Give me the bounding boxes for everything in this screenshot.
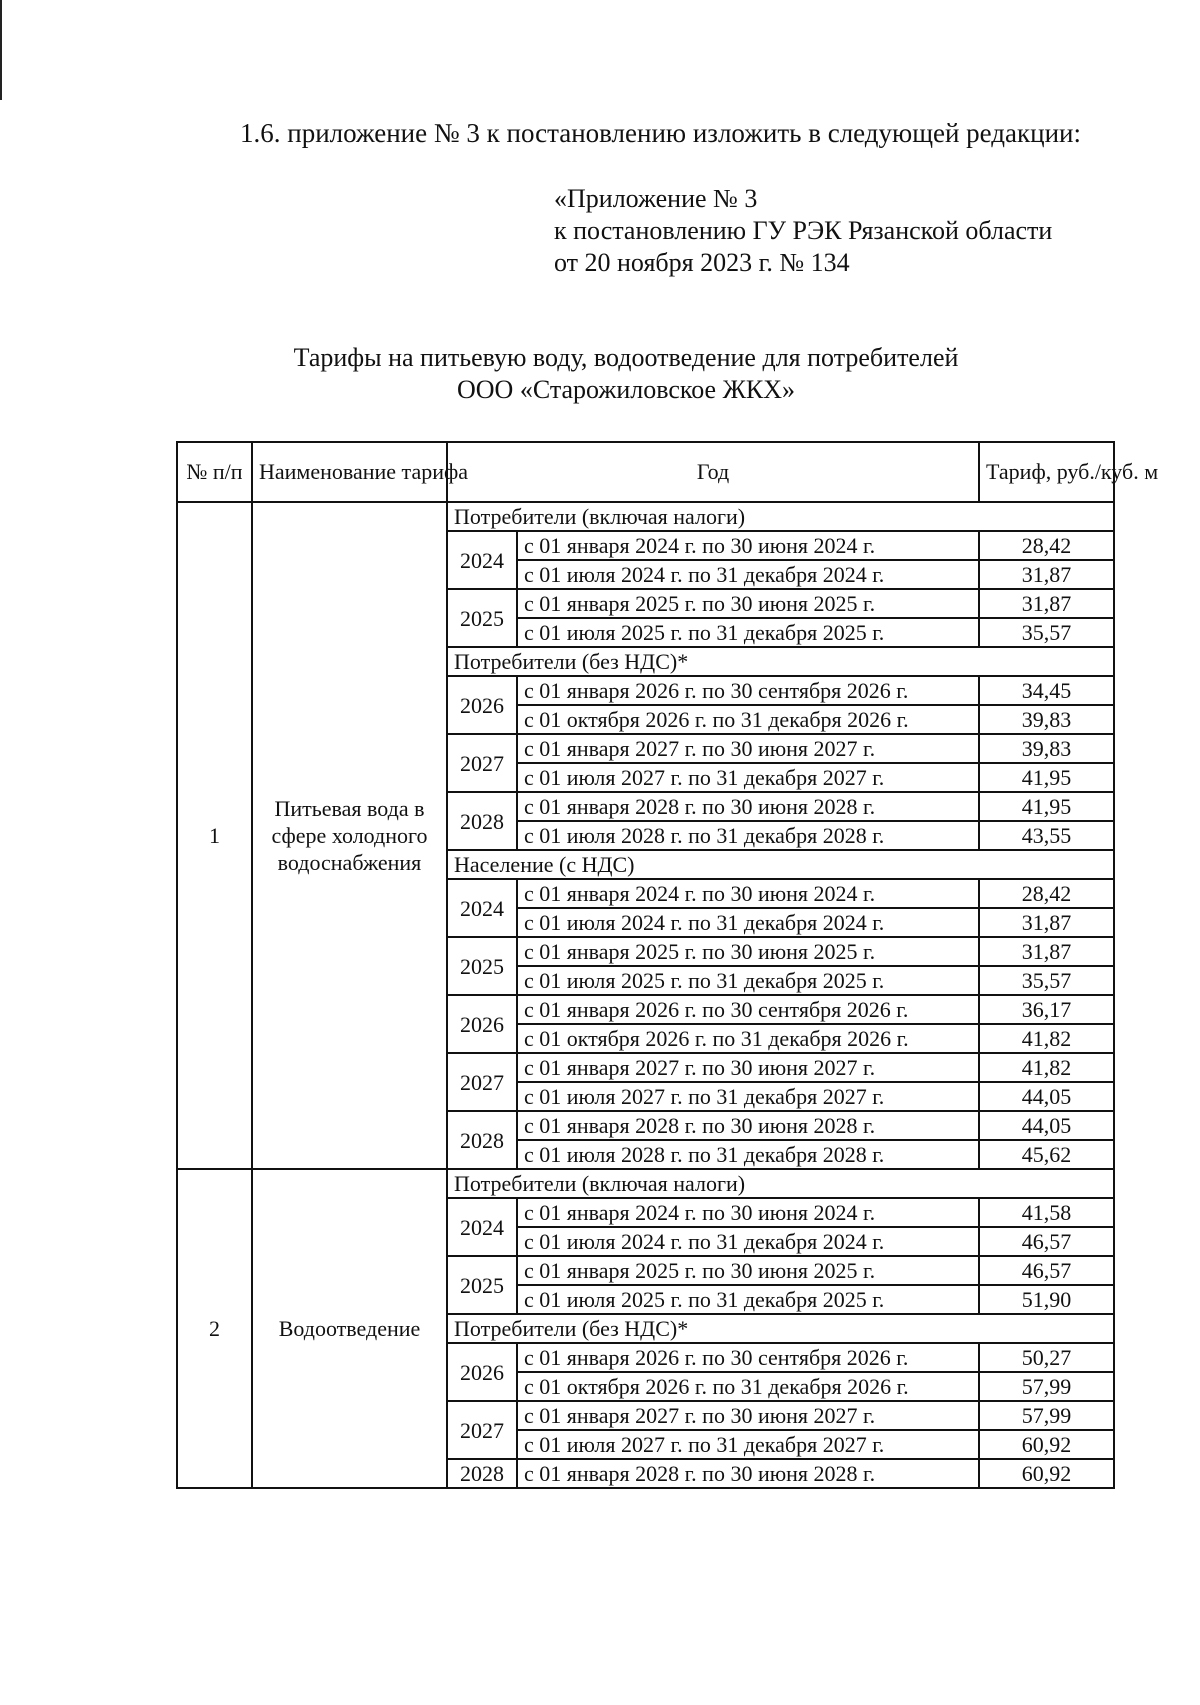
period-cell: с 01 июля 2024 г. по 31 декабря 2024 г. <box>517 908 979 937</box>
tariff-value-cell: 60,92 <box>979 1459 1114 1488</box>
year-cell: 2025 <box>447 1256 517 1314</box>
tariff-name: Питьевая вода в сфере холодного водоснабжения <box>252 502 447 1169</box>
period-cell: с 01 июля 2025 г. по 31 декабря 2025 г. <box>517 1285 979 1314</box>
period-cell: с 01 июля 2025 г. по 31 декабря 2025 г. <box>517 966 979 995</box>
period-cell: с 01 января 2027 г. по 30 июня 2027 г. <box>517 1053 979 1082</box>
header-name: Наименование тарифа <box>252 442 447 502</box>
year-cell: 2025 <box>447 937 517 995</box>
period-cell: с 01 июля 2024 г. по 31 декабря 2024 г. <box>517 1227 979 1256</box>
tariff-value-cell: 51,90 <box>979 1285 1114 1314</box>
year-cell: 2025 <box>447 589 517 647</box>
group-row <box>177 1169 1114 1198</box>
period-cell: с 01 октября 2026 г. по 31 декабря 2026 г. <box>517 1372 979 1401</box>
year-cell: 2027 <box>447 1053 517 1111</box>
appendix-line-1: «Приложение № 3 <box>554 184 758 213</box>
tariff-number: 2 <box>177 1169 252 1488</box>
period-cell: с 01 января 2024 г. по 30 июня 2024 г. <box>517 1198 979 1227</box>
year-cell: 2026 <box>447 676 517 734</box>
tariff-value-cell: 31,87 <box>979 560 1114 589</box>
period-cell: с 01 июля 2027 г. по 31 декабря 2027 г. <box>517 1082 979 1111</box>
tariff-value-cell: 31,87 <box>979 589 1114 618</box>
document-title <box>176 342 1076 406</box>
year-cell: 2027 <box>447 734 517 792</box>
year-cell: 2027 <box>447 1401 517 1459</box>
period-cell: с 01 января 2025 г. по 30 июня 2025 г. <box>517 589 979 618</box>
tariff-value-cell: 44,05 <box>979 1082 1114 1111</box>
tariff-value-cell: 41,82 <box>979 1053 1114 1082</box>
period-cell: с 01 января 2028 г. по 30 июня 2028 г. <box>517 1111 979 1140</box>
tariff-value-cell: 34,45 <box>979 676 1114 705</box>
tariff-value-cell: 39,83 <box>979 705 1114 734</box>
period-cell: с 01 июля 2025 г. по 31 декабря 2025 г. <box>517 618 979 647</box>
period-cell: с 01 июля 2024 г. по 31 декабря 2024 г. <box>517 560 979 589</box>
consumer-group-label: Потребители (без НДС)* <box>447 1314 1114 1343</box>
period-cell: с 01 января 2028 г. по 30 июня 2028 г. <box>517 792 979 821</box>
period-cell: с 01 января 2026 г. по 30 сентября 2026 г. <box>517 1343 979 1372</box>
period-cell: с 01 января 2026 г. по 30 сентября 2026 г. <box>517 676 979 705</box>
period-cell: с 01 июля 2028 г. по 31 декабря 2028 г. <box>517 821 979 850</box>
year-cell: 2024 <box>447 1198 517 1256</box>
scan-edge-mark <box>0 0 2 100</box>
tariff-value-cell: 50,27 <box>979 1343 1114 1372</box>
tariff-value-cell: 41,82 <box>979 1024 1114 1053</box>
period-cell: с 01 июля 2027 г. по 31 декабря 2027 г. <box>517 763 979 792</box>
year-cell: 2028 <box>447 792 517 850</box>
tariff-value-cell: 46,57 <box>979 1227 1114 1256</box>
period-cell: с 01 января 2025 г. по 30 июня 2025 г. <box>517 1256 979 1285</box>
period-cell: с 01 января 2026 г. по 30 сентября 2026 г. <box>517 995 979 1024</box>
header-year: Год <box>447 442 979 502</box>
period-cell: с 01 октября 2026 г. по 31 декабря 2026 г. <box>517 1024 979 1053</box>
title-line-2: ООО «Старожиловское ЖКХ» <box>457 375 795 404</box>
table-header-row <box>177 442 1114 502</box>
period-cell: с 01 июля 2027 г. по 31 декабря 2027 г. <box>517 1430 979 1459</box>
tariff-table <box>176 441 1159 1489</box>
year-cell: 2028 <box>447 1459 517 1488</box>
consumer-group-label: Потребители (без НДС)* <box>447 647 1114 676</box>
consumer-group-label: Население (с НДС) <box>447 850 1114 879</box>
tariff-table-body <box>177 502 1114 1488</box>
tariff-number: 1 <box>177 502 252 1169</box>
tariff-value-cell: 35,57 <box>979 618 1114 647</box>
header-num: № п/п <box>177 442 252 502</box>
period-cell: с 01 октября 2026 г. по 31 декабря 2026 г. <box>517 705 979 734</box>
year-cell: 2028 <box>447 1111 517 1169</box>
tariff-value-cell: 43,55 <box>979 821 1114 850</box>
year-cell: 2026 <box>447 1343 517 1401</box>
tariff-value-cell: 31,87 <box>979 937 1114 966</box>
consumer-group-label: Потребители (включая налоги) <box>447 1169 1114 1198</box>
tariff-value-cell: 57,99 <box>979 1372 1114 1401</box>
group-row <box>177 502 1114 531</box>
period-cell: с 01 января 2025 г. по 30 июня 2025 г. <box>517 937 979 966</box>
appendix-line-2: к постановлению ГУ РЭК Рязанской области <box>554 216 1053 245</box>
period-cell: с 01 января 2028 г. по 30 июня 2028 г. <box>517 1459 979 1488</box>
tariff-value-cell: 45,62 <box>979 1140 1114 1169</box>
period-cell: с 01 января 2024 г. по 30 июня 2024 г. <box>517 531 979 560</box>
period-cell: с 01 января 2024 г. по 30 июня 2024 г. <box>517 879 979 908</box>
appendix-reference <box>554 183 1052 279</box>
tariff-value-cell: 39,83 <box>979 734 1114 763</box>
year-cell: 2024 <box>447 531 517 589</box>
tariff-name: Водоотведение <box>252 1169 447 1488</box>
tariff-value-cell: 44,05 <box>979 1111 1114 1140</box>
tariff-value-cell: 57,99 <box>979 1401 1114 1430</box>
title-line-1: Тарифы на питьевую воду, водоотведение для потребителей <box>293 343 959 372</box>
period-cell: с 01 января 2027 г. по 30 июня 2027 г. <box>517 734 979 763</box>
tariff-value-cell: 28,42 <box>979 879 1114 908</box>
tariff-value-cell: 31,87 <box>979 908 1114 937</box>
intro-paragraph: 1.6. приложение № 3 к постановлению изложить в следующей редакции: <box>240 118 1081 148</box>
tariff-value-cell: 60,92 <box>979 1430 1114 1459</box>
tariff-value-cell: 41,58 <box>979 1198 1114 1227</box>
consumer-group-label: Потребители (включая налоги) <box>447 502 1114 531</box>
tariff-value-cell: 36,17 <box>979 995 1114 1024</box>
tariff-value-cell: 46,57 <box>979 1256 1114 1285</box>
tariff-value-cell: 41,95 <box>979 792 1114 821</box>
tariff-value-cell: 35,57 <box>979 966 1114 995</box>
tariff-value-cell: 41,95 <box>979 763 1114 792</box>
tariff-value-cell: 28,42 <box>979 531 1114 560</box>
year-cell: 2026 <box>447 995 517 1053</box>
period-cell: с 01 января 2027 г. по 30 июня 2027 г. <box>517 1401 979 1430</box>
appendix-line-3: от 20 ноября 2023 г. № 134 <box>554 248 850 277</box>
year-cell: 2024 <box>447 879 517 937</box>
header-tariff: Тариф, руб./куб. м <box>979 442 1114 502</box>
period-cell: с 01 июля 2028 г. по 31 декабря 2028 г. <box>517 1140 979 1169</box>
